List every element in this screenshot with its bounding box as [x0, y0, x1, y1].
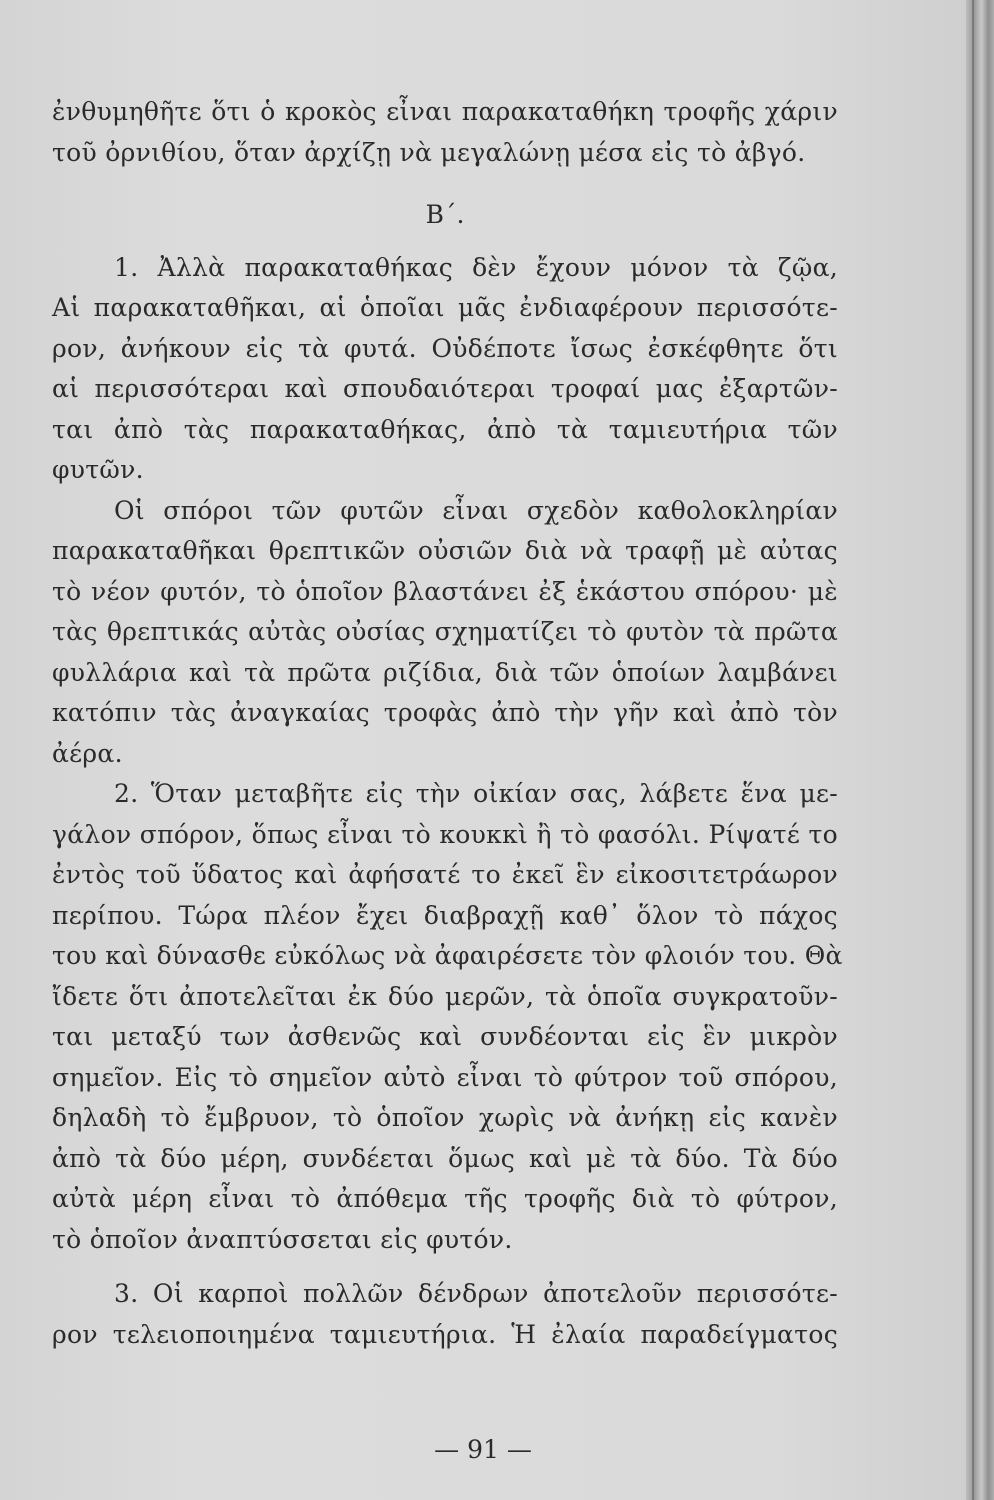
page-text [52, 92, 843, 1355]
text-line: τὸ ὁποῖον ἀναπτύσσεται εἰς φυτόν. [52, 1224, 513, 1254]
text-line: ται ἀπὸ τὰς παρακαταθήκας, ἀπὸ τὰ ταμιευτήρια τῶν [52, 414, 838, 444]
text-line: ἴδετε ὅτι ἀποτελεῖται ἐκ δύο μερῶν, τὰ ὁποῖα συγκρατοῦν- [52, 981, 838, 1011]
text-line: 2. Ὅταν μεταβῆτε εἰς τὴν οἰκίαν σας, λάβετε ἕνα με- [114, 779, 838, 808]
text-line: σημεῖον. Εἰς τὸ σημεῖον αὐτὸ εἶναι τὸ φύτρον τοῦ σπόρου, [52, 1062, 838, 1092]
paragraph-gap [52, 1260, 838, 1274]
text-line: 1. Ἀλλὰ παρακαταθήκας δὲν ἔχουν μόνον τὰ ζῷα, [114, 252, 838, 282]
book-spine-edge [966, 0, 994, 1500]
text-line: περίπου. Τώρα πλέον ἔχει διαβραχῇ καθ᾽ ὅλον τὸ πάχος [52, 900, 838, 930]
text-line: γάλον σπόρον, ὅπως εἶναι τὸ κουκκὶ ἢ τὸ φασόλι. Ρίψατέ το [52, 819, 838, 849]
text-line: του καὶ δύνασθε εὐκόλως νὰ ἀφαιρέσετε τὸν φλοιόν του. Θὰ [52, 941, 843, 970]
text-line: ἐνθυμηθῆτε ὅτι ὁ κροκὸς εἶναι παρακαταθήκη τροφῆς χάριν [52, 97, 838, 126]
text-line: ρον, ἀνήκουν εἰς τὰ φυτά. Οὐδέποτε ἴσως ἐσκέφθητε ὅτι [52, 333, 838, 363]
text-line: παρακαταθῆκαι θρεπτικῶν οὐσιῶν διὰ νὰ τραφῇ μὲ αὐτας [52, 536, 838, 565]
text-line: φυτῶν. [52, 455, 144, 484]
text-line: ἀπὸ τὰ δύο μέρη, συνδέεται ὅμως καὶ μὲ τὰ δύο. Τὰ δύο [52, 1143, 838, 1173]
text-line: ἀέρα. [52, 738, 123, 768]
text-line: τὰς θρεπτικάς αὐτὰς οὐσίας σχηματίζει τὸ φυτὸν τὰ πρῶτα [52, 617, 838, 646]
text-line: 3. Οἱ καρποὶ πολλῶν δένδρων ἀποτελοῦν περισσότε- [114, 1279, 838, 1308]
text-line: κατόπιν τὰς ἀναγκαίας τροφὰς ἀπὸ τὴν γῆν καὶ ἀπὸ τὸν [52, 698, 838, 727]
text-line: τὸ νέον φυτόν, τὸ ὁποῖον βλαστάνει ἐξ ἑκάστου σπόρου· μὲ [52, 576, 838, 606]
text-line: δηλαδὴ τὸ ἔμβρυον, τὸ ὁποῖον χωρὶς νὰ ἀνήκῃ εἰς κανὲν [52, 1103, 838, 1132]
text-line: Οἱ σπόροι τῶν φυτῶν εἶναι σχεδὸν καθολοκληρίαν [114, 495, 838, 525]
page-number: — 91 — [434, 1435, 532, 1464]
text-line: ἐντὸς τοῦ ὕδατος καὶ ἀφήσατέ το ἐκεῖ ἓν εἰκοσιτετράωρον [52, 860, 838, 889]
text-line: ται μεταξύ των ἀσθενῶς καὶ συνδέονται εἰς ἓν μικρὸν [52, 1022, 838, 1051]
text-line: ρον τελειοποιημένα ταμιευτήρια. Ἡ ἐλαία παραδείγματος [52, 1319, 838, 1349]
text-line: φυλλάρια καὶ τὰ πρῶτα ριζίδια, διὰ τῶν ὁποίων λαμβάνει [52, 657, 838, 687]
text-line: αἱ περισσότεραι καὶ σπουδαιότεραι τροφαί μας ἐξαρτῶν- [52, 374, 838, 403]
text-line: αὐτὰ μέρη εἶναι τὸ ἀπόθεμα τῆς τροφῆς διὰ τὸ φύτρον, [52, 1184, 838, 1213]
section-heading: Β΄. [425, 200, 465, 229]
text-line: τοῦ ὀρνιθίου, ὅταν ἀρχίζῃ νὰ μεγαλώνῃ μέσα εἰς τὸ ἀβγό. [52, 137, 806, 167]
text-line: Αἱ παρακαταθῆκαι, αἱ ὁποῖαι μᾶς ἐνδιαφέρουν περισσότε- [52, 293, 838, 322]
